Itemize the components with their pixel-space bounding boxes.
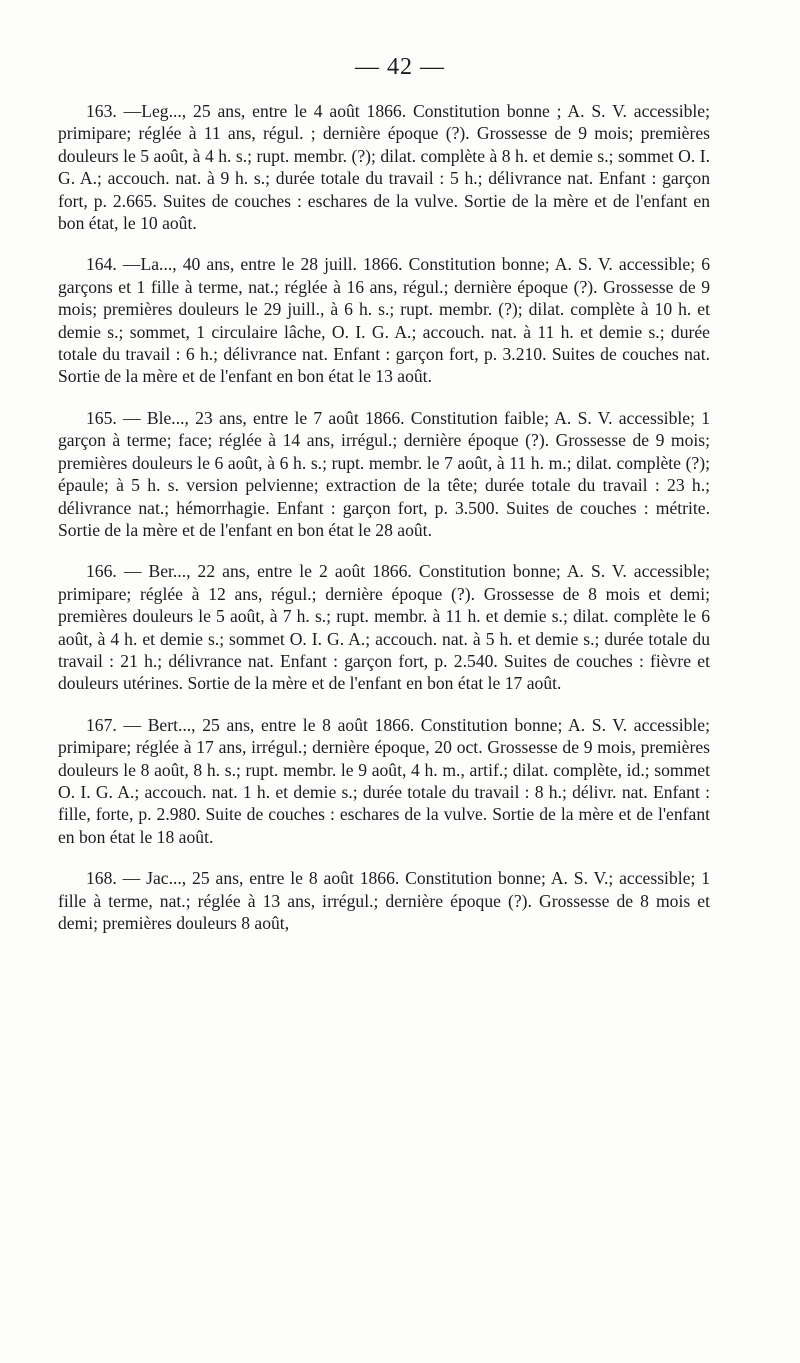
case-entry-165: 165. — Ble..., 23 ans, entre le 7 août 1866. Constitution faible; A. S. V. accessible; 1 garçon à terme; face; réglée à 14 ans, irrégul.; dernière époque (?). Grossesse de 9 mois; premières douleurs le 6 août, à 6 h. s.; rupt. membr. le 7 août, à 11 h. m.; dilat. complète (?); épaule; à 5 h. s. version pelvienne; extraction de la tête; durée totale du travail : 23 h.; délivrance nat.; hémorrhagie. Enfant : garçon fort, p. 3.500. Suites de couches : métrite. Sortie de la mère et de l'enfant en bon état le 28 août. <box>58 407 710 540</box>
page-number: — 42 — <box>355 54 445 80</box>
case-entry-163: 163. —Leg..., 25 ans, entre le 4 août 1866. Constitution bonne ; A. S. V. accessible; primipare; réglée à 11 ans, régul. ; dernière époque (?). Grossesse de 9 mois; premières douleurs le 5 août, à 4 h. s.; rupt. membr. (?); dilat. complète à 8 h. et demie s.; sommet O. I. G. A.; accouch. nat. à 9 h. s.; durée totale du travail : 5 h.; délivrance nat. Enfant : garçon fort, p. 2.665. Suites de couches : eschares de la vulve. Sortie de la mère et de l'enfant en bon état, le 10 août. <box>58 101 710 234</box>
case-entry-164: 164. —La..., 40 ans, entre le 28 juill. 1866. Constitution bonne; A. S. V. accessible; 6 garçons et 1 fille à terme, nat.; réglée à 16 ans, régul.; dernière époque (?). Grossesse de 9 mois; premières douleurs le 29 juill., à 6 h. s.; rupt. membr. (?); dilat. complète à 10 h. et demie s.; sommet, 1 circulaire lâche, O. I. G. A.; accouch. nat. à 11 h. et demie s.; durée totale du travail : 6 h.; délivrance nat. Enfant : garçon fort, p. 3.210. Suites de couches nat. Sortie de la mère et de l'enfant en bon état le 13 août. <box>58 254 710 387</box>
case-entry-167: 167. — Bert..., 25 ans, entre le 8 août 1866. Constitution bonne; A. S. V. accessible; primipare; réglée à 17 ans, irrégul.; dernière époque, 20 oct. Grossesse de 9 mois, premières douleurs le 8 août, 8 h. s.; rupt. membr. le 9 août, 4 h. m., artif.; dilat. complète, id.; sommet O. I. G. A.; accouch. nat. 1 h. et demie s.; durée totale du travail : 8 h.; délivr. nat. Enfant : fille, forte, p. 2.980. Suite de couches : eschares de la vulve. Sortie de la mère et de l'enfant en bon état le 18 août. <box>58 714 710 847</box>
case-list <box>58 100 710 934</box>
case-entry-166: 166. — Ber..., 22 ans, entre le 2 août 1866. Constitution bonne; A. S. V. accessible; primipare; réglée à 12 ans, régul.; dernière époque (?). Grossesse de 8 mois et demi; premières douleurs le 5 août, à 7 h. s.; rupt. membr. à 11 h. et demie s.; dilat. complète le 6 août, à 4 h. et demie s.; sommet O. I. G. A.; accouch. nat. à 5 h. et demie s.; durée totale du travail : 21 h.; délivrance nat. Enfant : garçon fort, p. 2.540. Suites de couches : fièvre et douleurs utérines. Sortie de la mère et de l'enfant en bon état le 17 août. <box>58 561 710 694</box>
case-entry-168: 168. — Jac..., 25 ans, entre le 8 août 1866. Constitution bonne; A. S. V.; accessible; 1 fille à terme, nat.; réglée à 13 ans, irrégul.; dernière époque (?). Grossesse de 8 mois et demi; premières douleurs 8 août, <box>58 868 710 933</box>
